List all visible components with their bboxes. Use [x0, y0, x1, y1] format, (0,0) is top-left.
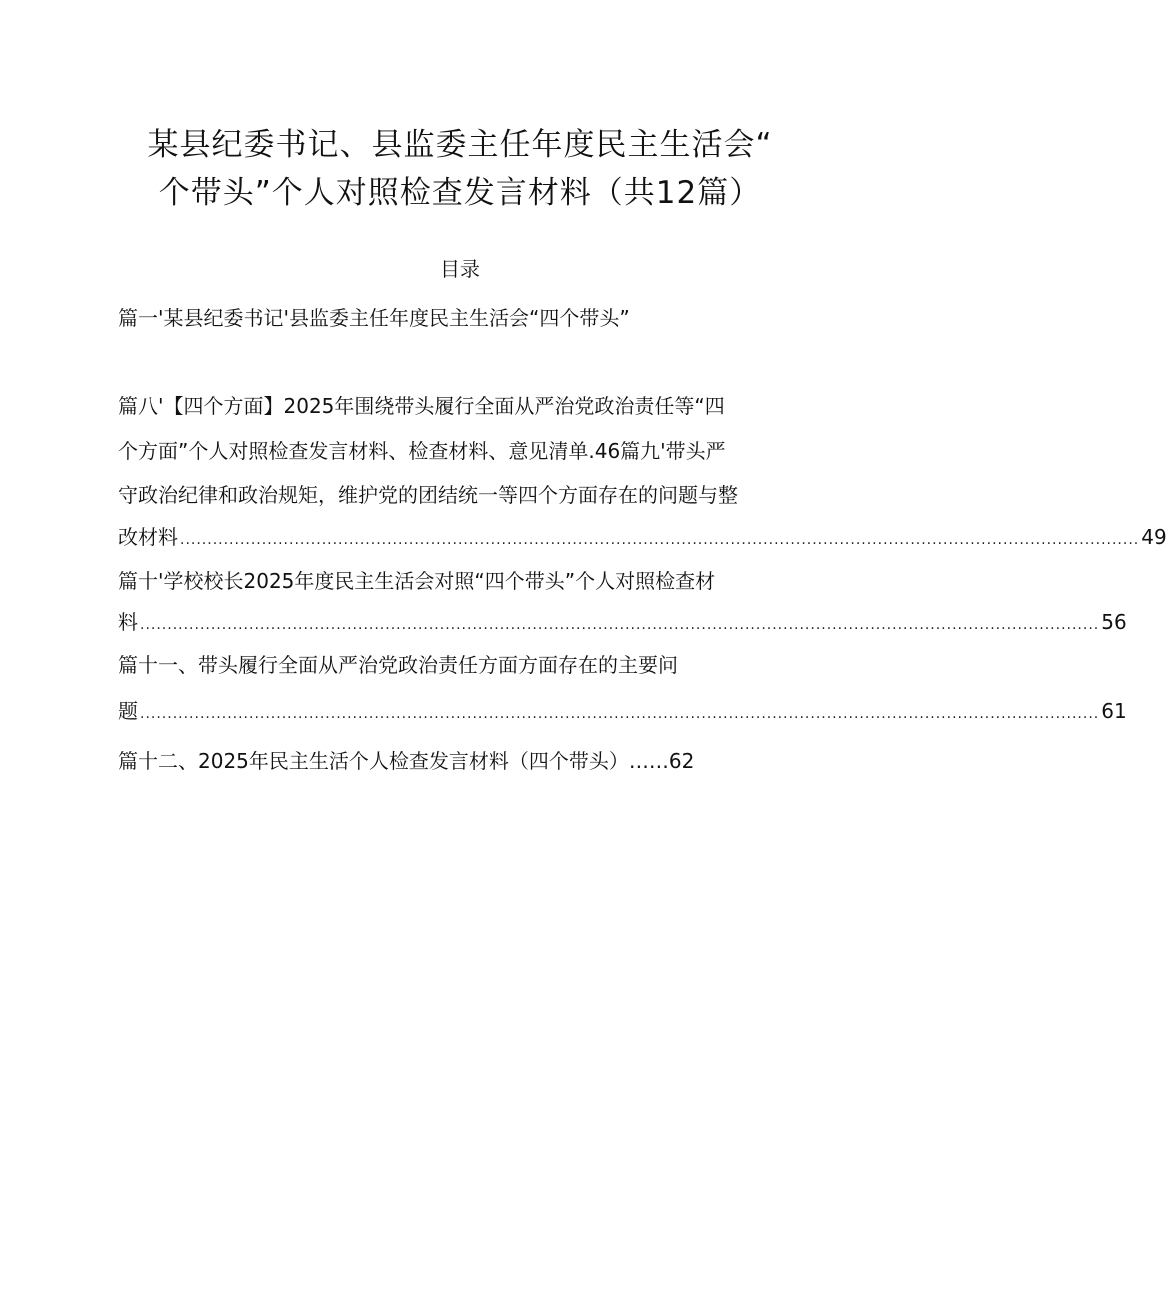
toc-entry-2-line-1[interactable]: 篇八'【四个方面】2025年围绕带头履行全面从严治党政治责任等“四: [118, 394, 725, 418]
toc-page-number: 49: [1141, 525, 1167, 549]
document-title-line-1: 某县纪委书记、县监委主任年度民主生活会“: [147, 127, 773, 163]
toc-entry-2-line-3[interactable]: 守政治纪律和政治规矩，维护党的团结统一等四个方面存在的问题与整: [118, 483, 738, 507]
toc-heading: 目录: [440, 257, 480, 281]
toc-entry-1[interactable]: 篇一'某县纪委书记'县监委主任年度民主生活会“四个带头”: [118, 306, 630, 330]
toc-entry-2-last-line[interactable]: [118, 522, 1167, 555]
dot-leader: ................................................................................................................................................................................: [140, 706, 1100, 722]
document-title-line-2: 个带头”个人对照检查发言材料（共12篇）: [158, 175, 762, 211]
toc-entry-text: 料: [118, 610, 138, 634]
toc-entry-3-last-line[interactable]: [118, 607, 1127, 640]
toc-entry-4-last-line[interactable]: [118, 696, 1127, 729]
toc-entry-text: 题: [118, 699, 138, 723]
dot-leader: ................................................................................................................................................................................: [140, 617, 1100, 633]
toc-page-number: 56: [1101, 610, 1127, 634]
dot-leader: ................................................................................................................................................................................: [180, 532, 1140, 548]
toc-entry-text: 改材料: [118, 525, 178, 549]
toc-entry-5[interactable]: 篇十二、2025年民主生活个人检查发言材料（四个带头）……62: [118, 749, 695, 773]
toc-entry-3-line-1[interactable]: 篇十'学校校长2025年度民主生活会对照“四个带头”个人对照检查材: [118, 569, 716, 593]
toc-page-number: 61: [1101, 699, 1127, 723]
toc-entry-4-line-1[interactable]: 篇十一、带头履行全面从严治党政治责任方面方面存在的主要问: [118, 653, 678, 677]
toc-entry-2-line-2[interactable]: 个方面”个人对照检查发言材料、检查材料、意见清单.46篇九'带头严: [118, 439, 726, 463]
